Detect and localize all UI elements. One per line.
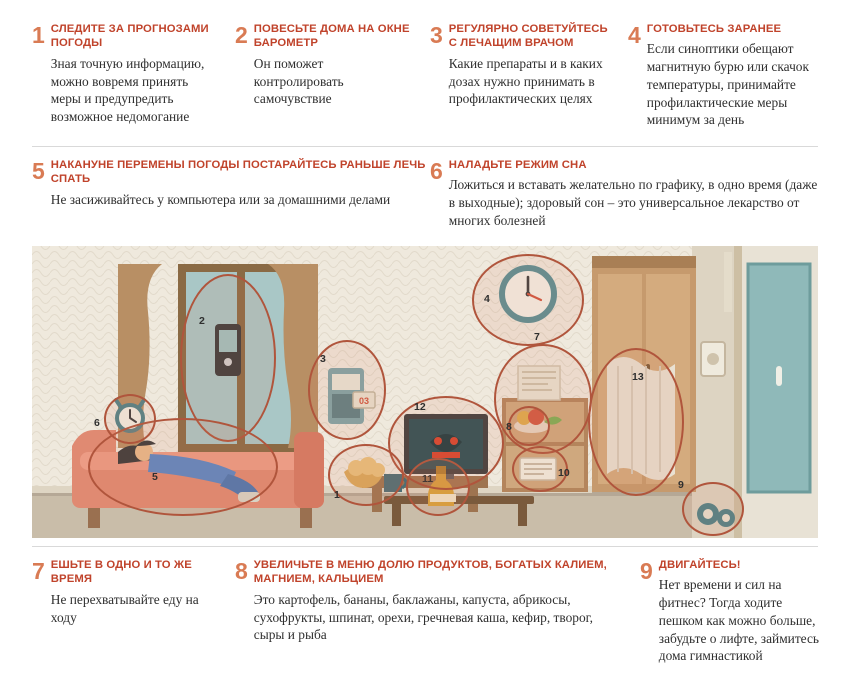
- tip-1-heading: СЛЕДИТЕ ЗА ПРОГНОЗАМИ ПОГОДЫ: [50, 23, 209, 50]
- marker-3-label: 3: [320, 353, 326, 365]
- tip-4-heading: ГОТОВЬТЕСЬ ЗАРАНЕЕ: [646, 23, 782, 35]
- marker-5-label: 5: [152, 471, 158, 483]
- tip-8-number: 8: [235, 558, 248, 584]
- tip-8: [235, 558, 620, 644]
- tip-6-number: 6: [430, 158, 443, 184]
- tip-6: [430, 158, 825, 230]
- marker-6-label: 6: [94, 417, 100, 429]
- svg-text:03: 03: [358, 396, 370, 406]
- tip-7-heading: ЕШЬТЕ В ОДНО И ТО ЖЕ ВРЕМЯ: [50, 559, 192, 586]
- marker-11-label: 11: [422, 473, 434, 485]
- tip-6-text: Ложиться и вставать желательно по графику, в одно время (даже в выходные); здоровый сон – это универсальное лекарство от многих болезней: [448, 177, 818, 228]
- tip-6-heading: НАЛАДЬТЕ РЕЖИМ СНА: [448, 159, 587, 171]
- tip-1-text: Зная точную информацию, можно вовремя принять меры и предупредить возможное недомогание: [50, 55, 205, 124]
- divider-bottom: [32, 546, 818, 547]
- tip-9-text: Нет времени и сил на фитнес? Тогда ходите пешком как можно больше, забудьте о лифте, займитесь дома гимнастикой: [658, 577, 820, 664]
- marker-1-label: 1: [334, 489, 340, 501]
- tip-3: [430, 22, 610, 108]
- tip-4-number: 4: [628, 22, 641, 48]
- marker-weather-forecast: [328, 444, 404, 506]
- tip-5-text: Не засиживайтесь у компьютера или за домашними делами: [50, 191, 391, 207]
- room-illustration: [32, 246, 818, 538]
- tip-2: [235, 22, 410, 108]
- tip-2-body: [254, 22, 410, 108]
- marker-4-label: 4: [484, 293, 490, 305]
- marker-13-label: 13: [632, 371, 644, 383]
- tip-2-heading: ПОВЕСЬТЕ ДОМА НА ОКНЕ БАРОМЕТР: [253, 23, 410, 50]
- tip-2-text: Он поможет контролировать самочувствие: [253, 55, 344, 107]
- tip-5-body: [51, 158, 427, 209]
- marker-alarm-clock: [94, 394, 156, 444]
- tip-1-body: [51, 22, 217, 126]
- marker-curtain: [588, 348, 684, 496]
- tip-9: [640, 558, 825, 665]
- tip-4: [628, 22, 823, 129]
- marker-2-label: 2: [199, 315, 205, 327]
- tip-5: [32, 158, 427, 209]
- tip-3-heading: РЕГУЛЯРНО СОВЕТУЙТЕСЬ С ЛЕЧАЩИМ ВРАЧОМ: [448, 23, 608, 50]
- tip-7-text: Не перехватывайте еду на ходу: [50, 591, 199, 625]
- marker-phone: [308, 340, 386, 440]
- marker-wall-clock: [472, 254, 584, 346]
- marker-8-label: 8: [506, 421, 512, 433]
- marker-10-label: 10: [558, 467, 570, 479]
- marker-9-label: 9: [678, 479, 684, 491]
- marker-barometer: [180, 274, 276, 442]
- marker-7-label: 7: [534, 331, 540, 343]
- tip-5-heading: НАКАНУНЕ ПЕРЕМЕНЫ ПОГОДЫ ПОСТАРАЙТЕСЬ РАНЬШЕ ЛЕЧЬ СПАТЬ: [50, 159, 426, 186]
- marker-fruit-bowl: [508, 406, 550, 446]
- marker-medicine-box: [512, 446, 568, 492]
- tip-8-body: [254, 558, 620, 644]
- tip-2-number: 2: [235, 22, 248, 48]
- tip-6-body: [449, 158, 825, 230]
- tip-1: [32, 22, 217, 126]
- tip-8-text: Это картофель, бананы, баклажаны, капуста, абрикосы, сухофрукты, шпинат, орехи, гречневая каша, кефир, творог, сыры и рыба: [253, 591, 594, 643]
- marker-tv: [388, 396, 504, 490]
- tip-1-number: 1: [32, 22, 45, 48]
- marker-dumbbells: [678, 479, 744, 536]
- tip-9-number: 9: [640, 558, 653, 584]
- tip-7: [32, 558, 217, 626]
- tip-3-number: 3: [430, 22, 443, 48]
- marker-12-label: 12: [414, 401, 426, 413]
- divider-top: [32, 146, 818, 147]
- tip-4-body: [647, 22, 823, 129]
- tip-4-text: Если синоптики обещают магнитную бурю или скачок температуры, принимайте профилактические меры минимум за день: [646, 41, 810, 128]
- tip-8-heading: УВЕЛИЧЬТЕ В МЕНЮ ДОЛЮ ПРОДУКТОВ, БОГАТЫХ КАЛИЕМ, МАГНИЕМ, КАЛЬЦИЕМ: [253, 559, 607, 586]
- tip-3-text: Какие препараты и в каких дозах нужно принимать в профилактических целях: [448, 55, 603, 107]
- tip-9-body: [659, 558, 825, 665]
- tip-7-number: 7: [32, 558, 45, 584]
- tip-7-body: [51, 558, 217, 626]
- tip-5-number: 5: [32, 158, 45, 184]
- tip-9-heading: ДВИГАЙТЕСЬ!: [658, 559, 741, 571]
- tip-3-body: [449, 22, 610, 108]
